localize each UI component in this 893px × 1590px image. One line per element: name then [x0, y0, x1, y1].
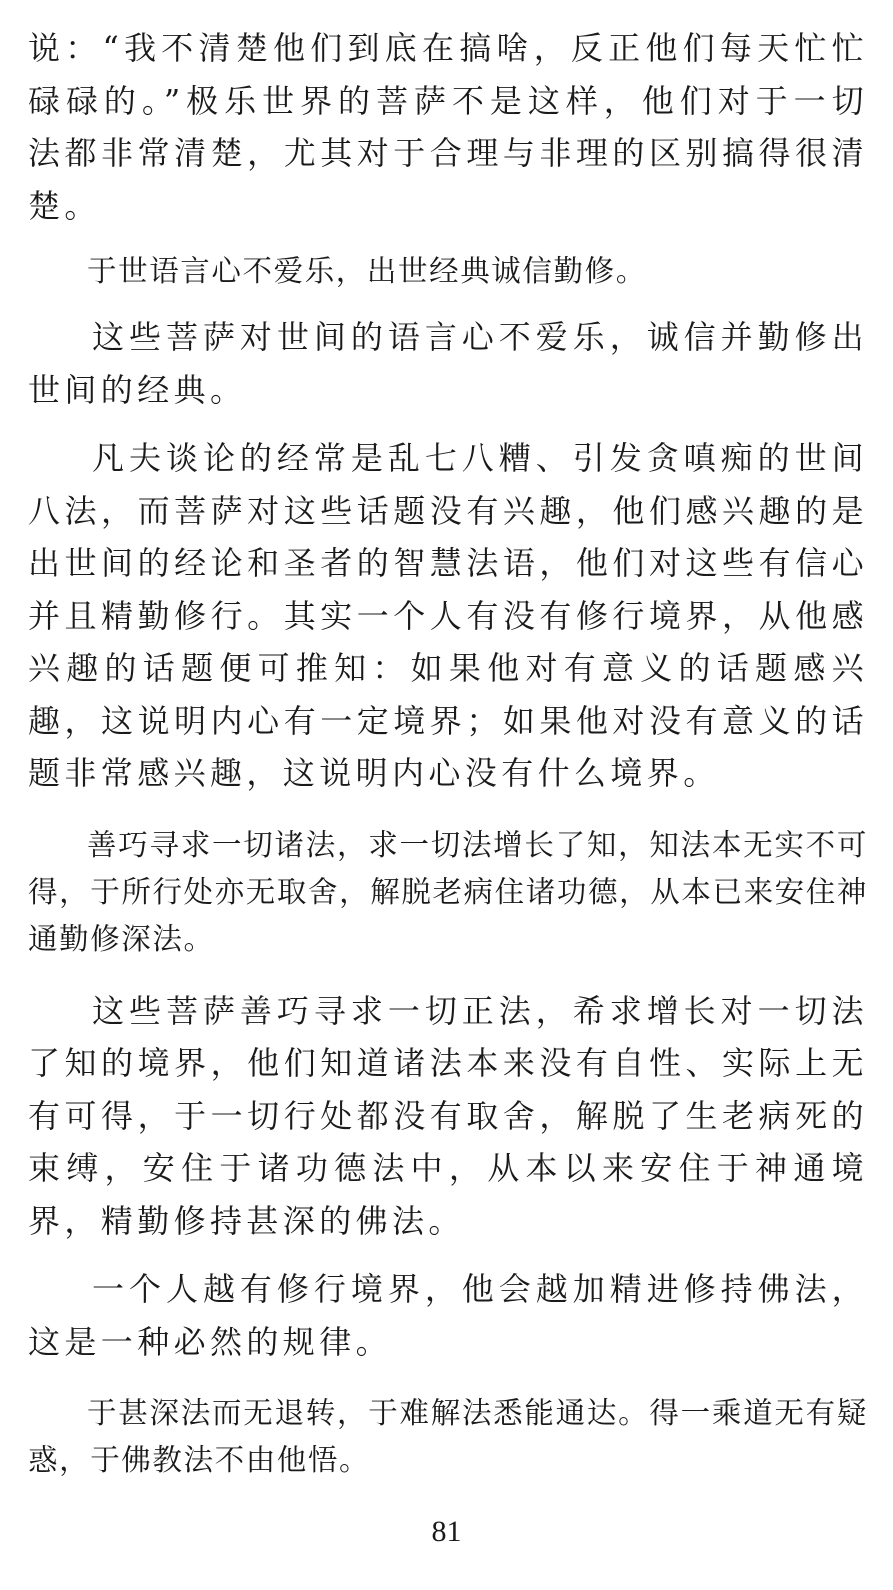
page-number: 81 [431, 1515, 462, 1548]
paragraph-sutra-verse-1: 于世语言心不爱乐，出世经典诚信勤修。 [87, 254, 647, 288]
paragraph-commentary-3: 凡夫谈论的经常是乱七八糟、引发贪嗔痴的世间八法，而菩萨对这些话题没有兴趣，他们感兴趣的是出世间的经论和圣者的智慧法语，他们对这些有信心并且精勤修行。其实一个人有没有修行境界，从他感兴趣的话题便可推知：如果他对有意义的话题感兴趣，这说明内心有一定境界；如果他对没有意义的话题非常感兴趣，这说明内心没有什么境界。 [28, 439, 868, 792]
paragraph-sutra-verse-2: 善巧寻求一切诸法，求一切法增长了知，知法本无实不可得，于所行处亦无取舍，解脱老病住诸功德，从本已来安住神通勤修深法。 [28, 827, 868, 956]
paragraph-commentary-5: 一个人越有修行境界，他会越加精进修持佛法，这是一种必然的规律。 [28, 1270, 868, 1361]
page-body [28, 22, 868, 1484]
paragraph-commentary-4: 这些菩萨善巧寻求一切正法，希求增长对一切法了知的境界，他们知道诸法本来没有自性、实际上无有可得，于一切行处都没有取舍，解脱了生老病死的束缚，安住于诸功德法中，从本以来安住于神通境界，精勤修持甚深的佛法。 [28, 991, 868, 1240]
paragraph-commentary-2: 这些菩萨对世间的语言心不爱乐，诚信并勤修出世间的经典。 [28, 318, 868, 409]
paragraph-sutra-verse-3: 于甚深法而无退转，于难解法悉能通达。得一乘道无有疑惑，于佛教法不由他悟。 [28, 1396, 868, 1477]
paragraph-commentary-1: 说：“我不清楚他们到底在搞啥，反正他们每天忙忙碌碌的。”极乐世界的菩萨不是这样，他们对于一切法都非常清楚，尤其对于合理与非理的区别搞得很清楚。 [28, 29, 868, 225]
